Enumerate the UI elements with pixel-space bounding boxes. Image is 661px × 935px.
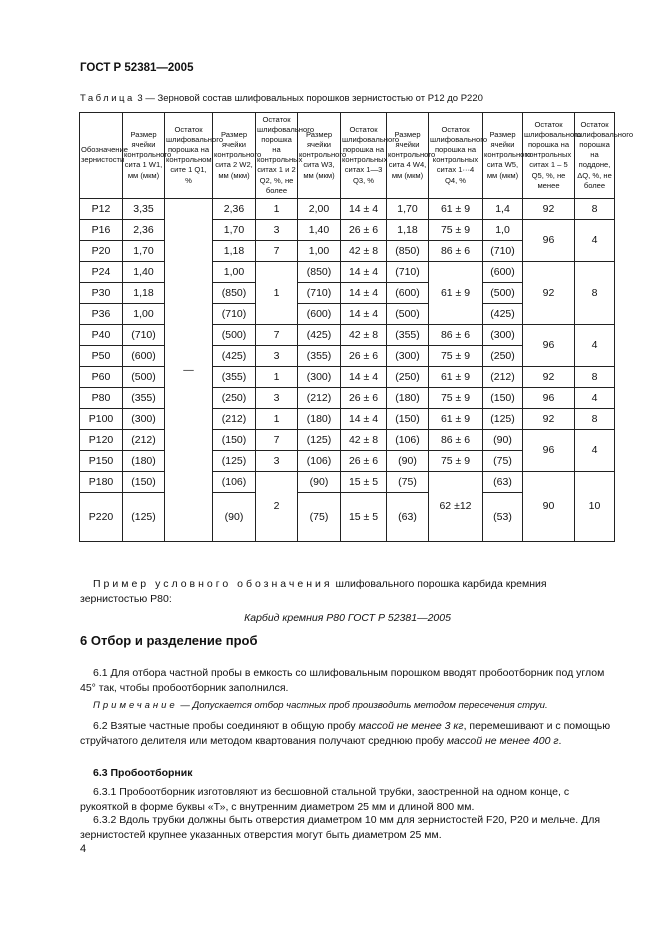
grit-cell: P100 (80, 408, 123, 429)
q4-cell: 75 ± 9 (429, 219, 483, 240)
w2-cell: (500) (213, 324, 256, 345)
q5-cell: 96 (523, 429, 575, 471)
q3-cell: 42 ± 8 (341, 324, 387, 345)
q5-cell: 92 (523, 366, 575, 387)
w2-cell: (710) (213, 303, 256, 324)
note-text: — Допускается отбор частных проб производить методом пересечения струи. (180, 700, 548, 711)
q2-cell: 1 (256, 261, 298, 324)
grit-cell: P24 (80, 261, 123, 282)
w1-cell: (600) (123, 345, 165, 366)
w2-cell: 1,00 (213, 261, 256, 282)
q2-cell: 7 (256, 240, 298, 261)
q1-cell: — (165, 198, 213, 541)
table-caption-text: — Зерновой состав шлифовальных порошков зернистостью от Р12 до Р220 (145, 93, 483, 104)
w5-cell: 1,4 (483, 198, 523, 219)
w5-cell: (150) (483, 387, 523, 408)
dq-cell: 10 (575, 471, 615, 541)
example-label: Пример условного обозначения (93, 578, 333, 590)
w2-cell: 1,18 (213, 240, 256, 261)
w4-cell: (850) (387, 240, 429, 261)
w5-cell: (500) (483, 282, 523, 303)
q4-cell: 61 ± 9 (429, 198, 483, 219)
w4-cell: (63) (387, 492, 429, 541)
w3-cell: (300) (298, 366, 341, 387)
q5-cell: 96 (523, 219, 575, 261)
grit-cell: P50 (80, 345, 123, 366)
w4-cell: (250) (387, 366, 429, 387)
grit-cell: P36 (80, 303, 123, 324)
q4-cell: 75 ± 9 (429, 387, 483, 408)
w5-cell: (90) (483, 429, 523, 450)
w4-cell: 1,70 (387, 198, 429, 219)
w3-cell: (600) (298, 303, 341, 324)
header-q4: Остаток шлифовального порошка на контрольных ситах 1···4 Q4, % (429, 113, 483, 199)
q4-cell: 61 ± 9 (429, 366, 483, 387)
w5-cell: (212) (483, 366, 523, 387)
header-w4: Размер ячейки контрольного сита 4 W4, мм (мкм) (387, 113, 429, 199)
q2-cell: 1 (256, 366, 298, 387)
q3-cell: 26 ± 6 (341, 345, 387, 366)
header-grit: Обозначение зернистости (80, 113, 123, 199)
q3-cell: 26 ± 6 (341, 387, 387, 408)
table-caption-prefix: Таблица (80, 93, 135, 104)
q2-cell: 3 (256, 387, 298, 408)
q3-cell: 15 ± 5 (341, 492, 387, 541)
w3-cell: (106) (298, 450, 341, 471)
q2-cell: 7 (256, 324, 298, 345)
table-row (80, 471, 615, 492)
dq-cell: 8 (575, 198, 615, 219)
q3-cell: 14 ± 4 (341, 408, 387, 429)
table-row (80, 408, 615, 429)
header-q5: Остаток шлифовального порошка на контрольных ситах 1 – 5 Q5, %, не менее (523, 113, 575, 199)
w1-cell: 1,70 (123, 240, 165, 261)
q2-cell: 1 (256, 408, 298, 429)
q3-cell: 15 ± 5 (341, 471, 387, 492)
w1-cell: (180) (123, 450, 165, 471)
w2-cell: (355) (213, 366, 256, 387)
table-row (80, 219, 615, 240)
note-label: Примечание (93, 700, 178, 711)
q3-cell: 14 ± 4 (341, 261, 387, 282)
p62-part-c: , перемешивают и с помощью струйчатого делителя или методом квартования получают среднюю пробу (80, 720, 611, 747)
q4-cell: 75 ± 9 (429, 450, 483, 471)
q3-cell: 42 ± 8 (341, 429, 387, 450)
w5-cell: (600) (483, 261, 523, 282)
table-header-row (80, 113, 615, 199)
q2-cell: 7 (256, 429, 298, 450)
w4-cell: (710) (387, 261, 429, 282)
q4-cell: 61 ± 9 (429, 408, 483, 429)
w2-cell: 1,70 (213, 219, 256, 240)
q3-cell: 26 ± 6 (341, 219, 387, 240)
q4-cell: 62 ±12 (429, 471, 483, 541)
w1-cell: 1,40 (123, 261, 165, 282)
grit-cell: P20 (80, 240, 123, 261)
table-caption (80, 93, 483, 104)
q5-cell: 92 (523, 408, 575, 429)
w3-cell: (180) (298, 408, 341, 429)
paragraph-6-3-1: 6.3.1 Пробоотборник изготовляют из бесшовной стальной трубки, заостренной на одном конце, с рукояткой в форме буквы «Т», с внутренним диаметром 25 мм и длиной 800 мм. (80, 786, 570, 813)
header-w1: Размер ячейки контрольного сита 1 W1, мм (мкм) (123, 113, 165, 199)
w3-cell: (850) (298, 261, 341, 282)
w1-cell: (300) (123, 408, 165, 429)
w3-cell: (75) (298, 492, 341, 541)
w2-cell: 2,36 (213, 198, 256, 219)
header-w5: Размер ячейки контрольного сита W5, мм (мкм) (483, 113, 523, 199)
w1-cell: 2,36 (123, 219, 165, 240)
w3-cell: (710) (298, 282, 341, 303)
q3-cell: 26 ± 6 (341, 450, 387, 471)
w4-cell: (300) (387, 345, 429, 366)
grain-composition-table (79, 112, 634, 542)
dq-cell: 4 (575, 429, 615, 471)
w5-cell: (710) (483, 240, 523, 261)
q5-cell: 96 (523, 387, 575, 408)
w4-cell: (90) (387, 450, 429, 471)
header-w3: Размер ячейки контрольного сита W3, мм (мкм) (298, 113, 341, 199)
dq-cell: 4 (575, 387, 615, 408)
w1-cell: 1,00 (123, 303, 165, 324)
q2-cell: 1 (256, 198, 298, 219)
q5-cell: 90 (523, 471, 575, 541)
q3-cell: 14 ± 4 (341, 282, 387, 303)
q4-cell: 61 ± 9 (429, 261, 483, 324)
w4-cell: (106) (387, 429, 429, 450)
q3-cell: 14 ± 4 (341, 198, 387, 219)
w4-cell: (75) (387, 471, 429, 492)
w2-cell: (150) (213, 429, 256, 450)
dq-cell: 4 (575, 324, 615, 366)
w3-cell: 2,00 (298, 198, 341, 219)
w1-cell: 1,18 (123, 282, 165, 303)
q4-cell: 86 ± 6 (429, 324, 483, 345)
q3-cell: 42 ± 8 (341, 240, 387, 261)
w5-cell: (125) (483, 408, 523, 429)
w3-cell: (212) (298, 387, 341, 408)
w1-cell: 3,35 (123, 198, 165, 219)
header-w2: Размер ячейки контрольного сита 2 W2, мм (мкм) (213, 113, 256, 199)
q5-cell: 92 (523, 198, 575, 219)
q5-cell: 92 (523, 261, 575, 324)
w3-cell: (90) (298, 471, 341, 492)
w4-cell: (600) (387, 282, 429, 303)
w4-cell: (150) (387, 408, 429, 429)
example-paragraph (80, 577, 615, 606)
header-q3: Остаток шлифовального порошка на контрольных ситах 1—3 Q3, % (341, 113, 387, 199)
q2-cell: 2 (256, 471, 298, 541)
p62-mass-a: массой не менее 3 кг (358, 720, 464, 732)
w3-cell: 1,00 (298, 240, 341, 261)
example-text: шлифовального порошка карбида кремния зернистостью Р80: (80, 578, 547, 605)
q4-cell: 75 ± 9 (429, 345, 483, 366)
dq-cell: 4 (575, 219, 615, 261)
w5-cell: 1,0 (483, 219, 523, 240)
w2-cell: (425) (213, 345, 256, 366)
header-q2: Остаток шлифовального порошка на контрольных ситах 1 и 2 Q2, %, не более (256, 113, 298, 199)
table-row (80, 366, 615, 387)
header-dq: Остаток шлифовального порошка на поддоне, ΔQ, %, не более (575, 113, 615, 199)
example-designation: Карбид кремния Р80 ГОСТ Р 52381—2005 (244, 612, 451, 624)
section-heading: 6 Отбор и разделение проб (80, 633, 258, 648)
grit-cell: P30 (80, 282, 123, 303)
header-q1: Остаток шлифовального порошка на контрольном сите 1 Q1, % (165, 113, 213, 199)
q4-cell: 86 ± 6 (429, 429, 483, 450)
table-row (80, 429, 615, 450)
w5-cell: (75) (483, 450, 523, 471)
w1-cell: (500) (123, 366, 165, 387)
w2-cell: (212) (213, 408, 256, 429)
document-header: ГОСТ Р 52381—2005 (80, 62, 194, 74)
page-number: 4 (80, 843, 87, 855)
w4-cell: (500) (387, 303, 429, 324)
grit-cell: P60 (80, 366, 123, 387)
w5-cell: (425) (483, 303, 523, 324)
grit-cell: P12 (80, 198, 123, 219)
grit-cell: P80 (80, 387, 123, 408)
w2-cell: (90) (213, 492, 256, 541)
w1-cell: (125) (123, 492, 165, 541)
paragraph-6-3-2: 6.3.2 Вдоль трубки должны быть отверстия диаметром 10 мм для зернистостей F20, P20 и мельче. Для зернистостей крупнее указанных отверстия могут быть диаметром 25 мм. (80, 814, 601, 841)
w4-cell: 1,18 (387, 219, 429, 240)
w1-cell: (355) (123, 387, 165, 408)
w1-cell: (212) (123, 429, 165, 450)
grit-cell: P16 (80, 219, 123, 240)
w2-cell: (106) (213, 471, 256, 492)
note (93, 700, 615, 711)
table-row (80, 324, 615, 345)
grit-cell: P220 (80, 492, 123, 541)
dq-cell: 8 (575, 261, 615, 324)
grit-cell: P150 (80, 450, 123, 471)
table-row (80, 261, 615, 282)
w3-cell: (425) (298, 324, 341, 345)
w3-cell: 1,40 (298, 219, 341, 240)
w5-cell: (300) (483, 324, 523, 345)
w1-cell: (150) (123, 471, 165, 492)
q5-cell: 96 (523, 324, 575, 366)
w2-cell: (250) (213, 387, 256, 408)
w5-cell: (63) (483, 471, 523, 492)
dq-cell: 8 (575, 408, 615, 429)
table-caption-number: 3 (137, 93, 143, 104)
q4-cell: 86 ± 6 (429, 240, 483, 261)
q2-cell: 3 (256, 219, 298, 240)
q2-cell: 3 (256, 450, 298, 471)
grit-cell: P180 (80, 471, 123, 492)
w4-cell: (355) (387, 324, 429, 345)
q3-cell: 14 ± 4 (341, 366, 387, 387)
p62-part-e: . (558, 734, 562, 747)
grit-cell: P120 (80, 429, 123, 450)
p62-mass-b: массой не менее 400 г (446, 734, 559, 747)
table-row (80, 387, 615, 408)
paragraph-6-2 (80, 719, 615, 748)
w5-cell: (250) (483, 345, 523, 366)
table-row (80, 198, 615, 219)
dq-cell: 8 (575, 366, 615, 387)
w3-cell: (355) (298, 345, 341, 366)
paragraph-6-1: 6.1 Для отбора частной пробы в емкость со шлифовальным порошком вводят пробоотборник под углом 45° так, чтобы пробоотборник заполнился. (80, 667, 605, 694)
subsection-heading: 6.3 Пробоотборник (93, 767, 193, 779)
w2-cell: (850) (213, 282, 256, 303)
grit-cell: P40 (80, 324, 123, 345)
w2-cell: (125) (213, 450, 256, 471)
w4-cell: (180) (387, 387, 429, 408)
w3-cell: (125) (298, 429, 341, 450)
q3-cell: 14 ± 4 (341, 303, 387, 324)
p62-part-a: 6.2 Взятые частные пробы соединяют в общую пробу (93, 720, 356, 732)
w1-cell: (710) (123, 324, 165, 345)
w5-cell: (53) (483, 492, 523, 541)
q2-cell: 3 (256, 345, 298, 366)
